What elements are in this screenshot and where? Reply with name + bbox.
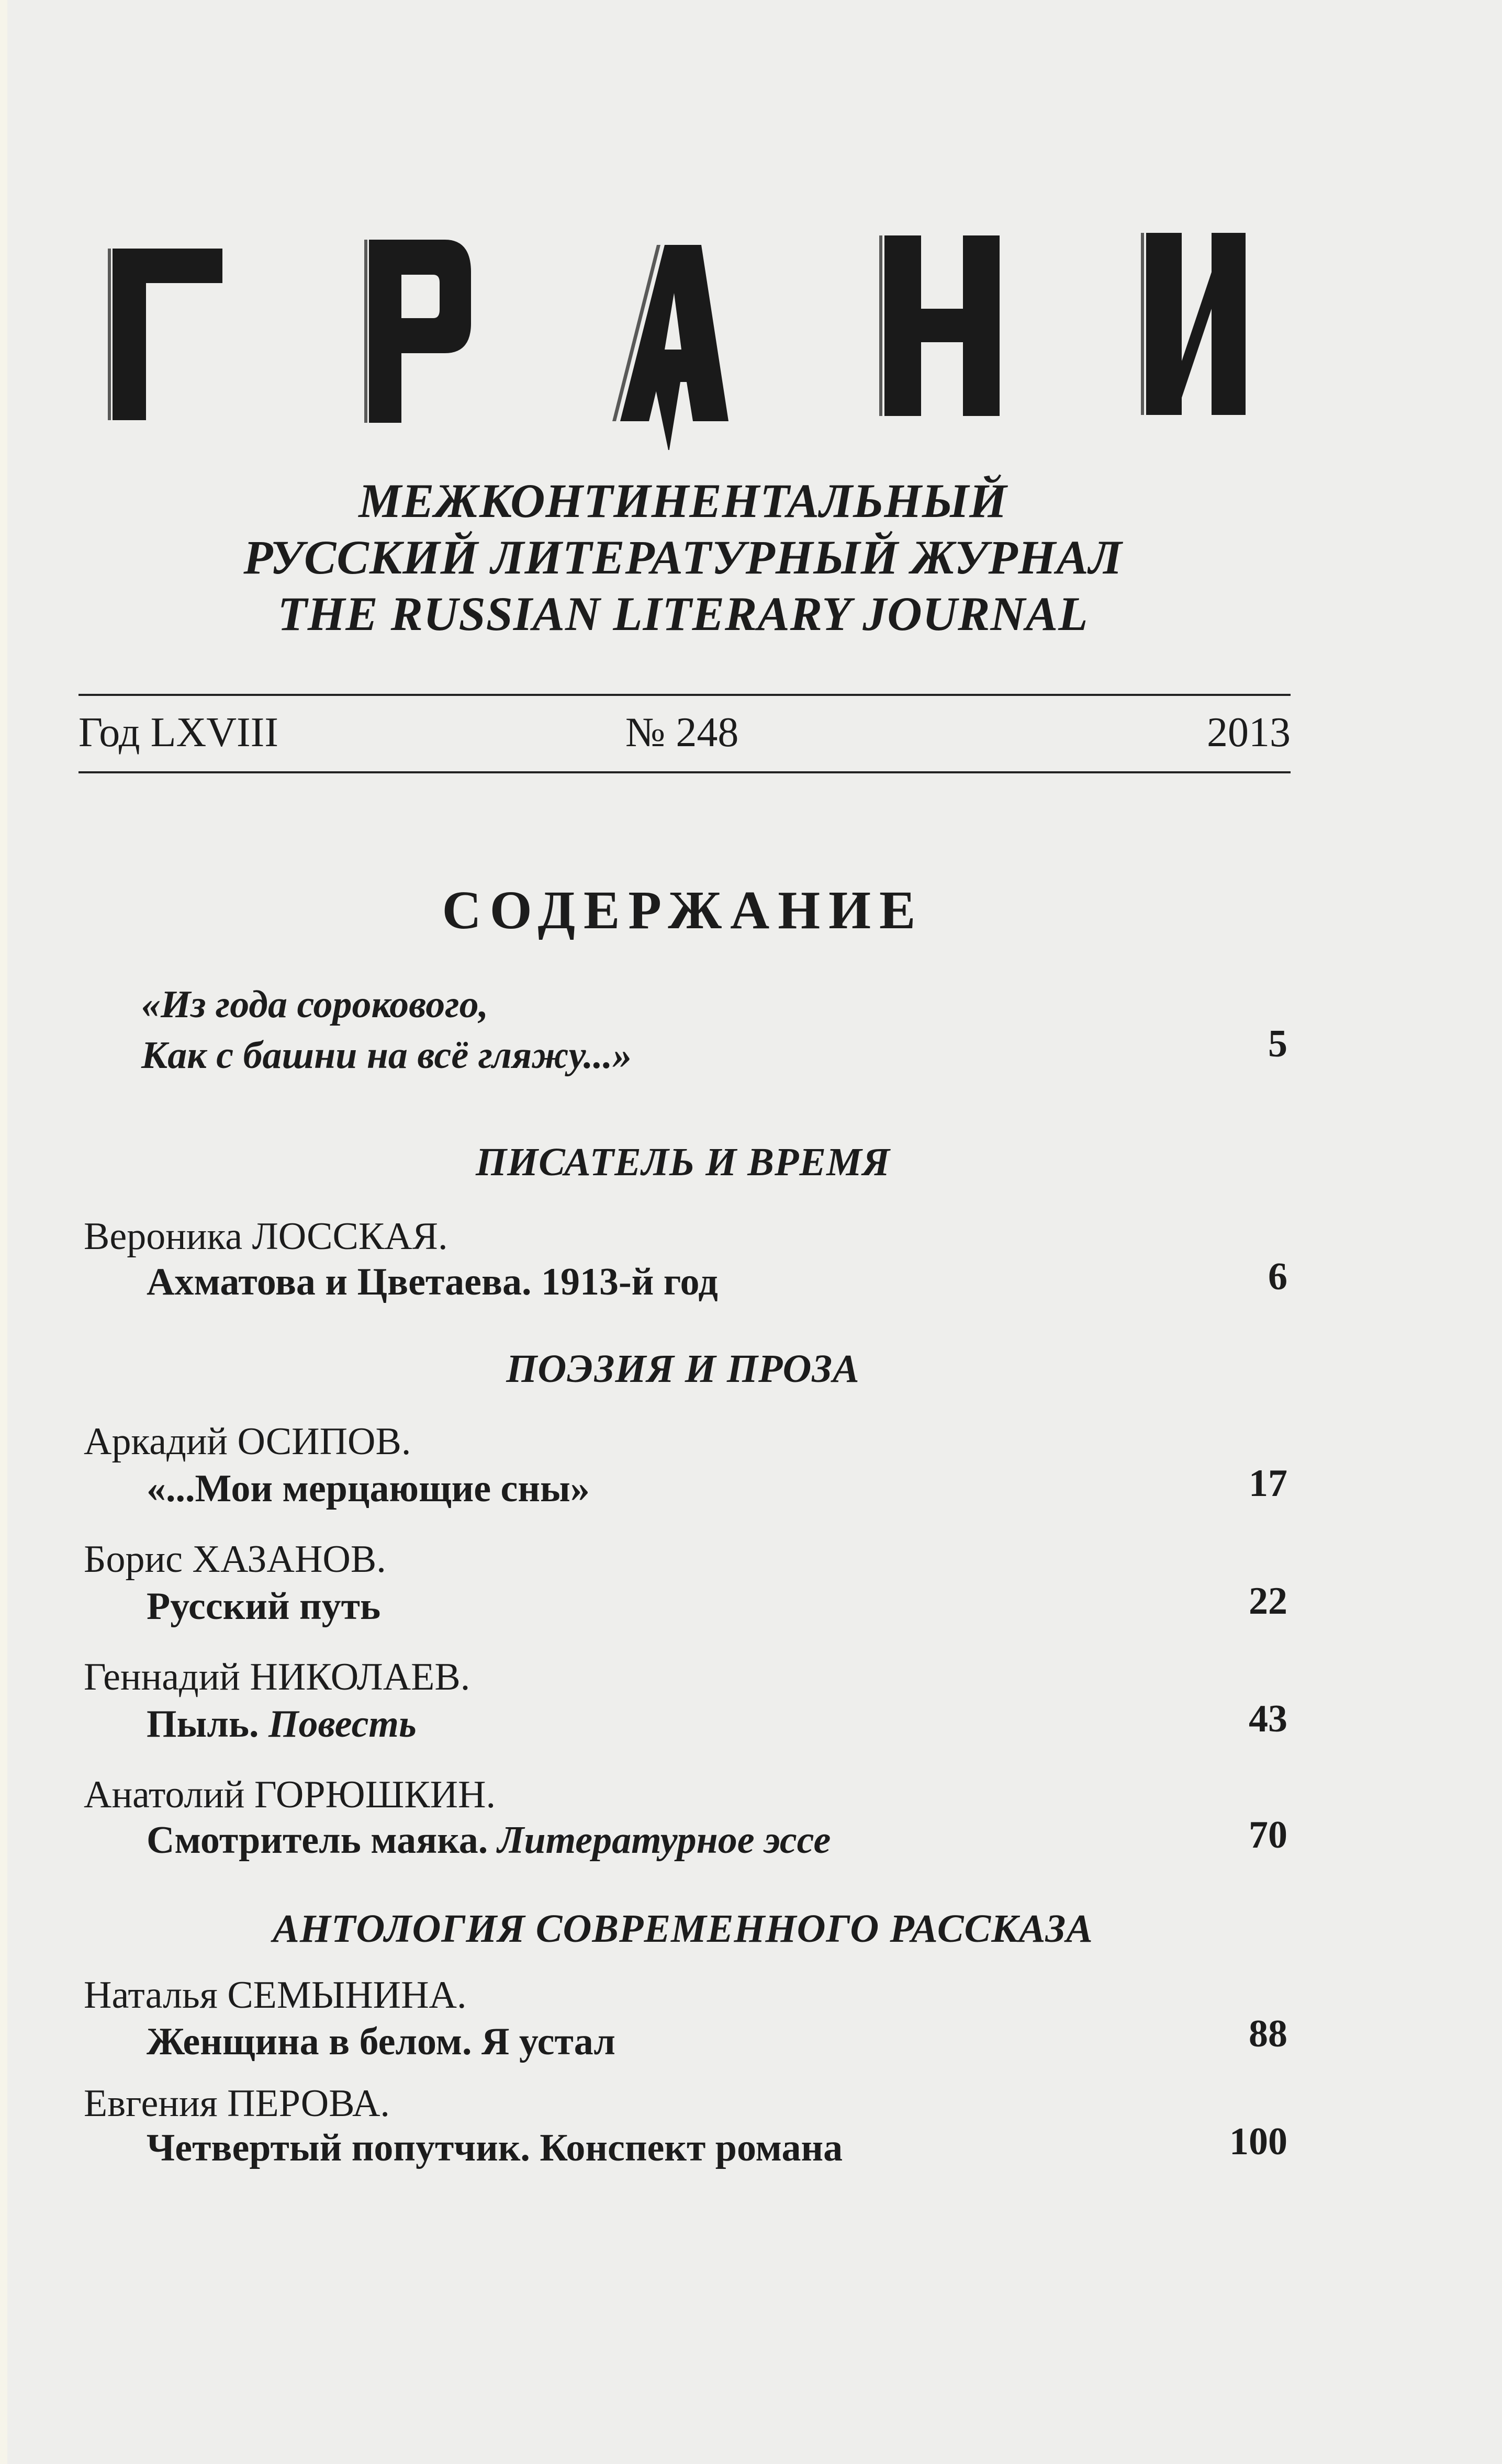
issue-bar-top-rule [79, 694, 1291, 696]
entry-title-text: «...Мои мерцающие сны» [147, 1467, 590, 1510]
entry-author: Геннадий НИКОЛАЕВ. [84, 1656, 470, 1698]
section-heading-writer-and-time: ПИСАТЕЛЬ И ВРЕМЯ [475, 1140, 891, 1184]
entry-page: 6 [1268, 1255, 1287, 1298]
entry-title [147, 1817, 831, 1864]
epigraph-line-2: Как с башни на всё гляжу...» [141, 1034, 632, 1077]
entry-author: Аркадий ОСИПОВ. [84, 1420, 411, 1463]
entry-title [147, 1465, 590, 1512]
entry-genre: Литературное эссе [497, 1819, 831, 1862]
entry-page: 17 [1249, 1462, 1287, 1505]
issue-number: № 248 [625, 710, 739, 756]
epigraph-page: 5 [1268, 1022, 1287, 1065]
entry-author: Анатолий ГОРЮШКИН. [84, 1773, 496, 1816]
section-heading-poetry-and-prose: ПОЭЗИЯ И ПРОЗА [506, 1347, 860, 1391]
entry-author: Вероника ЛОССКАЯ. [84, 1215, 448, 1258]
masthead-logo [105, 230, 1246, 450]
entry-title [147, 2124, 843, 2172]
contents-heading: СОДЕРЖАНИЕ [442, 880, 924, 940]
entry-title [147, 1701, 417, 1748]
entry-title [147, 1258, 718, 1306]
entry-page: 100 [1229, 2120, 1287, 2163]
page-edge [0, 0, 7, 2464]
subtitle-line-1: МЕЖКОНТИНЕНТАЛЬНЫЙ [358, 474, 1007, 527]
subtitle-line-3: THE RUSSIAN LITERARY JOURNAL [277, 587, 1089, 640]
logo-letter-ge [108, 249, 222, 420]
entry-page: 88 [1249, 2012, 1287, 2055]
entry-title-text: Ахматова и Цветаева. 1913-й год [147, 1261, 718, 1303]
entry-title-text: Четвертый попутчик. Конспект романа [147, 2127, 843, 2169]
entry-page: 43 [1249, 1697, 1287, 1740]
entry-title-text: Смотритель маяка. [147, 1819, 488, 1862]
entry-page: 22 [1249, 1580, 1287, 1623]
section-heading-anthology: АНТОЛОГИЯ СОВРЕМЕННОГО РАССКАЗА [273, 1907, 1093, 1951]
logo-letter-i [1141, 233, 1246, 415]
entry-page: 70 [1249, 1814, 1287, 1857]
issue-year: 2013 [1207, 710, 1291, 756]
entry-title-text: Русский путь [147, 1585, 381, 1628]
issue-bar-bottom-rule [79, 771, 1291, 773]
entry-author: Наталья СЕМЫНИНА. [84, 1974, 467, 2017]
logo-letter-en [879, 235, 1000, 416]
entry-title [147, 1583, 380, 1630]
logo-letter-er [364, 240, 471, 423]
entry-title [147, 2018, 615, 2065]
masthead-logo-art [105, 230, 1246, 450]
entry-author: Евгения ПЕРОВА. [84, 2082, 390, 2125]
entry-genre: Повесть [268, 1703, 417, 1746]
epigraph-line-1: «Из года сорокового, [141, 983, 489, 1026]
entry-title-text: Пыль. [147, 1703, 259, 1746]
subtitle-line-2: РУССКИЙ ЛИТЕРАТУРНЫЙ ЖУРНАЛ [243, 531, 1123, 584]
entry-title-text: Женщина в белом. Я устал [147, 2020, 615, 2063]
issue-year-roman: Год LXVIII [79, 710, 278, 756]
logo-letter-a [612, 245, 728, 450]
entry-author: Борис ХАЗАНОВ. [84, 1538, 386, 1581]
